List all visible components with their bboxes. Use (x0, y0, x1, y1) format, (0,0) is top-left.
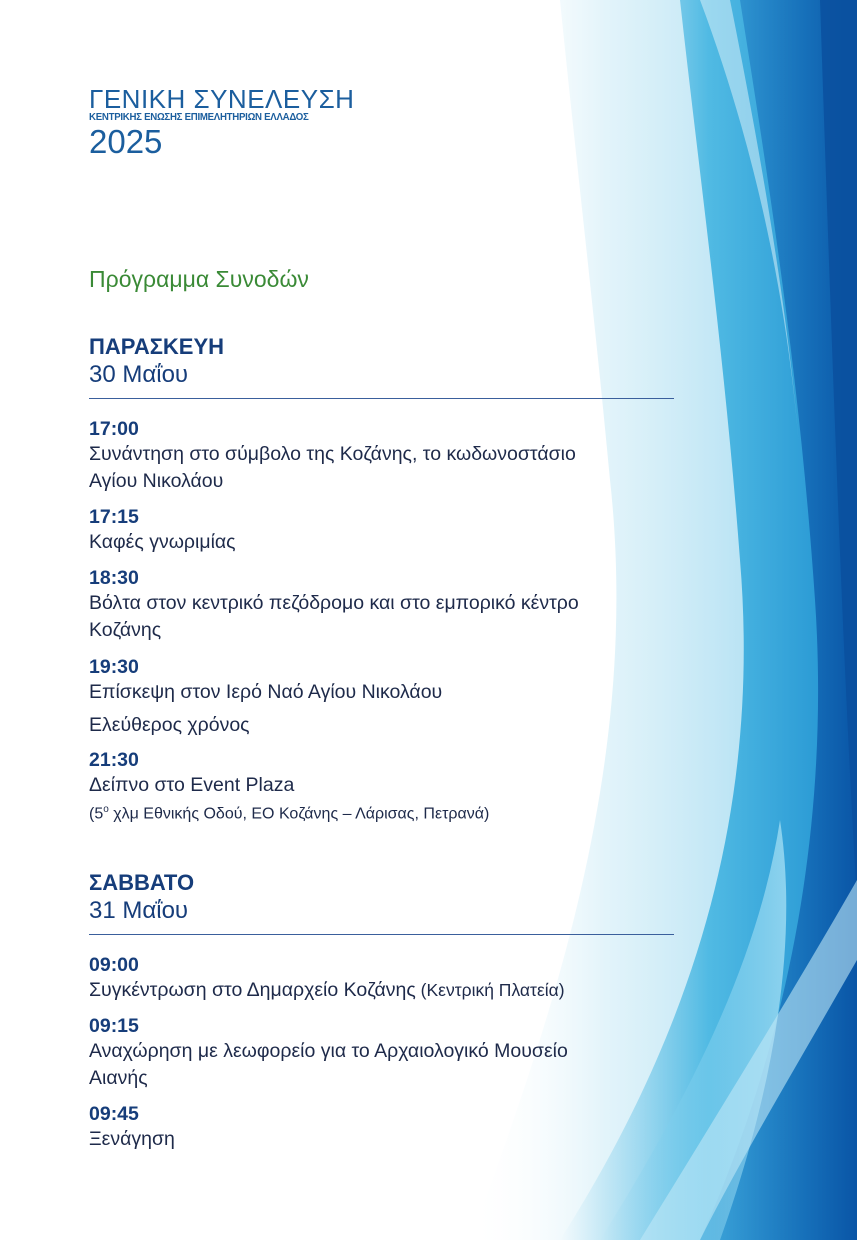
entry-time: 18:30 (89, 567, 139, 589)
note-text: (5 (89, 805, 104, 823)
schedule-entry (89, 566, 679, 644)
entry-description: Κοζάνης (89, 619, 162, 641)
entry-description-main: Συγκέντρωση στο Δημαρχείο Κοζάνης (89, 979, 416, 1001)
event-title: ΓΕΝΙΚΗ ΣΥΝΕΛΕΥΣΗ (89, 84, 355, 114)
entry-time: 21:30 (89, 749, 139, 771)
schedule-entry (89, 748, 679, 825)
entry-description: Δείπνο στο Event Plaza (89, 774, 295, 796)
note-text: χλμ Εθνικής Οδού, ΕΟ Κοζάνης – Λάρισας, Πετρανά) (108, 805, 490, 823)
note-superscript: ο (103, 804, 109, 815)
day-heading-friday (89, 334, 674, 399)
entry-time: 09:15 (89, 1015, 139, 1037)
day-date: 30 Μαΐου (89, 361, 189, 388)
entry-description: Βόλτα στον κεντρικό πεζόδρομο και στο εμπορικό κέντρο (89, 592, 579, 614)
schedule-entry (89, 953, 679, 1004)
program-title: Πρόγραμμα Συνοδών (89, 266, 309, 292)
entry-time: 17:00 (89, 418, 139, 440)
entry-description (89, 977, 679, 1004)
entry-time: 19:30 (89, 656, 139, 678)
event-year: 2025 (89, 123, 163, 160)
schedule-entry (89, 417, 679, 495)
entry-description: Αναχώρηση με λεωφορείο για το Αρχαιολογικό Μουσείο (89, 1040, 568, 1062)
entry-time: 09:45 (89, 1103, 139, 1125)
entry-description: Συνάντηση στο σύμβολο της Κοζάνης, το κωδωνοστάσιο (89, 443, 576, 465)
entry-time: 09:00 (89, 954, 139, 976)
entry-description: Επίσκεψη στον Ιερό Ναό Αγίου Νικολάου (89, 681, 443, 703)
schedule-entry (89, 655, 679, 739)
entry-address-note (89, 799, 679, 825)
day-name: ΣΑΒΒΑΤΟ (89, 870, 195, 895)
schedule-entry (89, 1014, 679, 1092)
entry-description: Ξενάγηση (89, 1128, 175, 1150)
entry-description-note: (Κεντρική Πλατεία) (415, 980, 565, 1000)
entry-description: Αιανής (89, 1067, 148, 1089)
entry-description: Αγίου Νικολάου (89, 470, 224, 492)
schedule-entry (89, 505, 679, 556)
schedule-entry (89, 1102, 679, 1153)
entry-description: Καφές γνωριμίας (89, 531, 236, 553)
entry-description: Ελεύθερος χρόνος (89, 714, 250, 736)
day-heading-saturday (89, 870, 674, 935)
event-header (89, 86, 354, 159)
divider (89, 934, 674, 935)
event-subtitle: ΚΕΝΤΡΙΚΗΣ ΕΝΩΣΗΣ ΕΠΙΜΕΛΗΤΗΡΙΩΝ ΕΛΛΑΔΟΣ (89, 111, 309, 123)
day-name: ΠΑΡΑΣΚΕΥΗ (89, 334, 225, 359)
day-date: 31 Μαΐου (89, 897, 189, 924)
divider (89, 398, 674, 399)
entry-time: 17:15 (89, 506, 139, 528)
